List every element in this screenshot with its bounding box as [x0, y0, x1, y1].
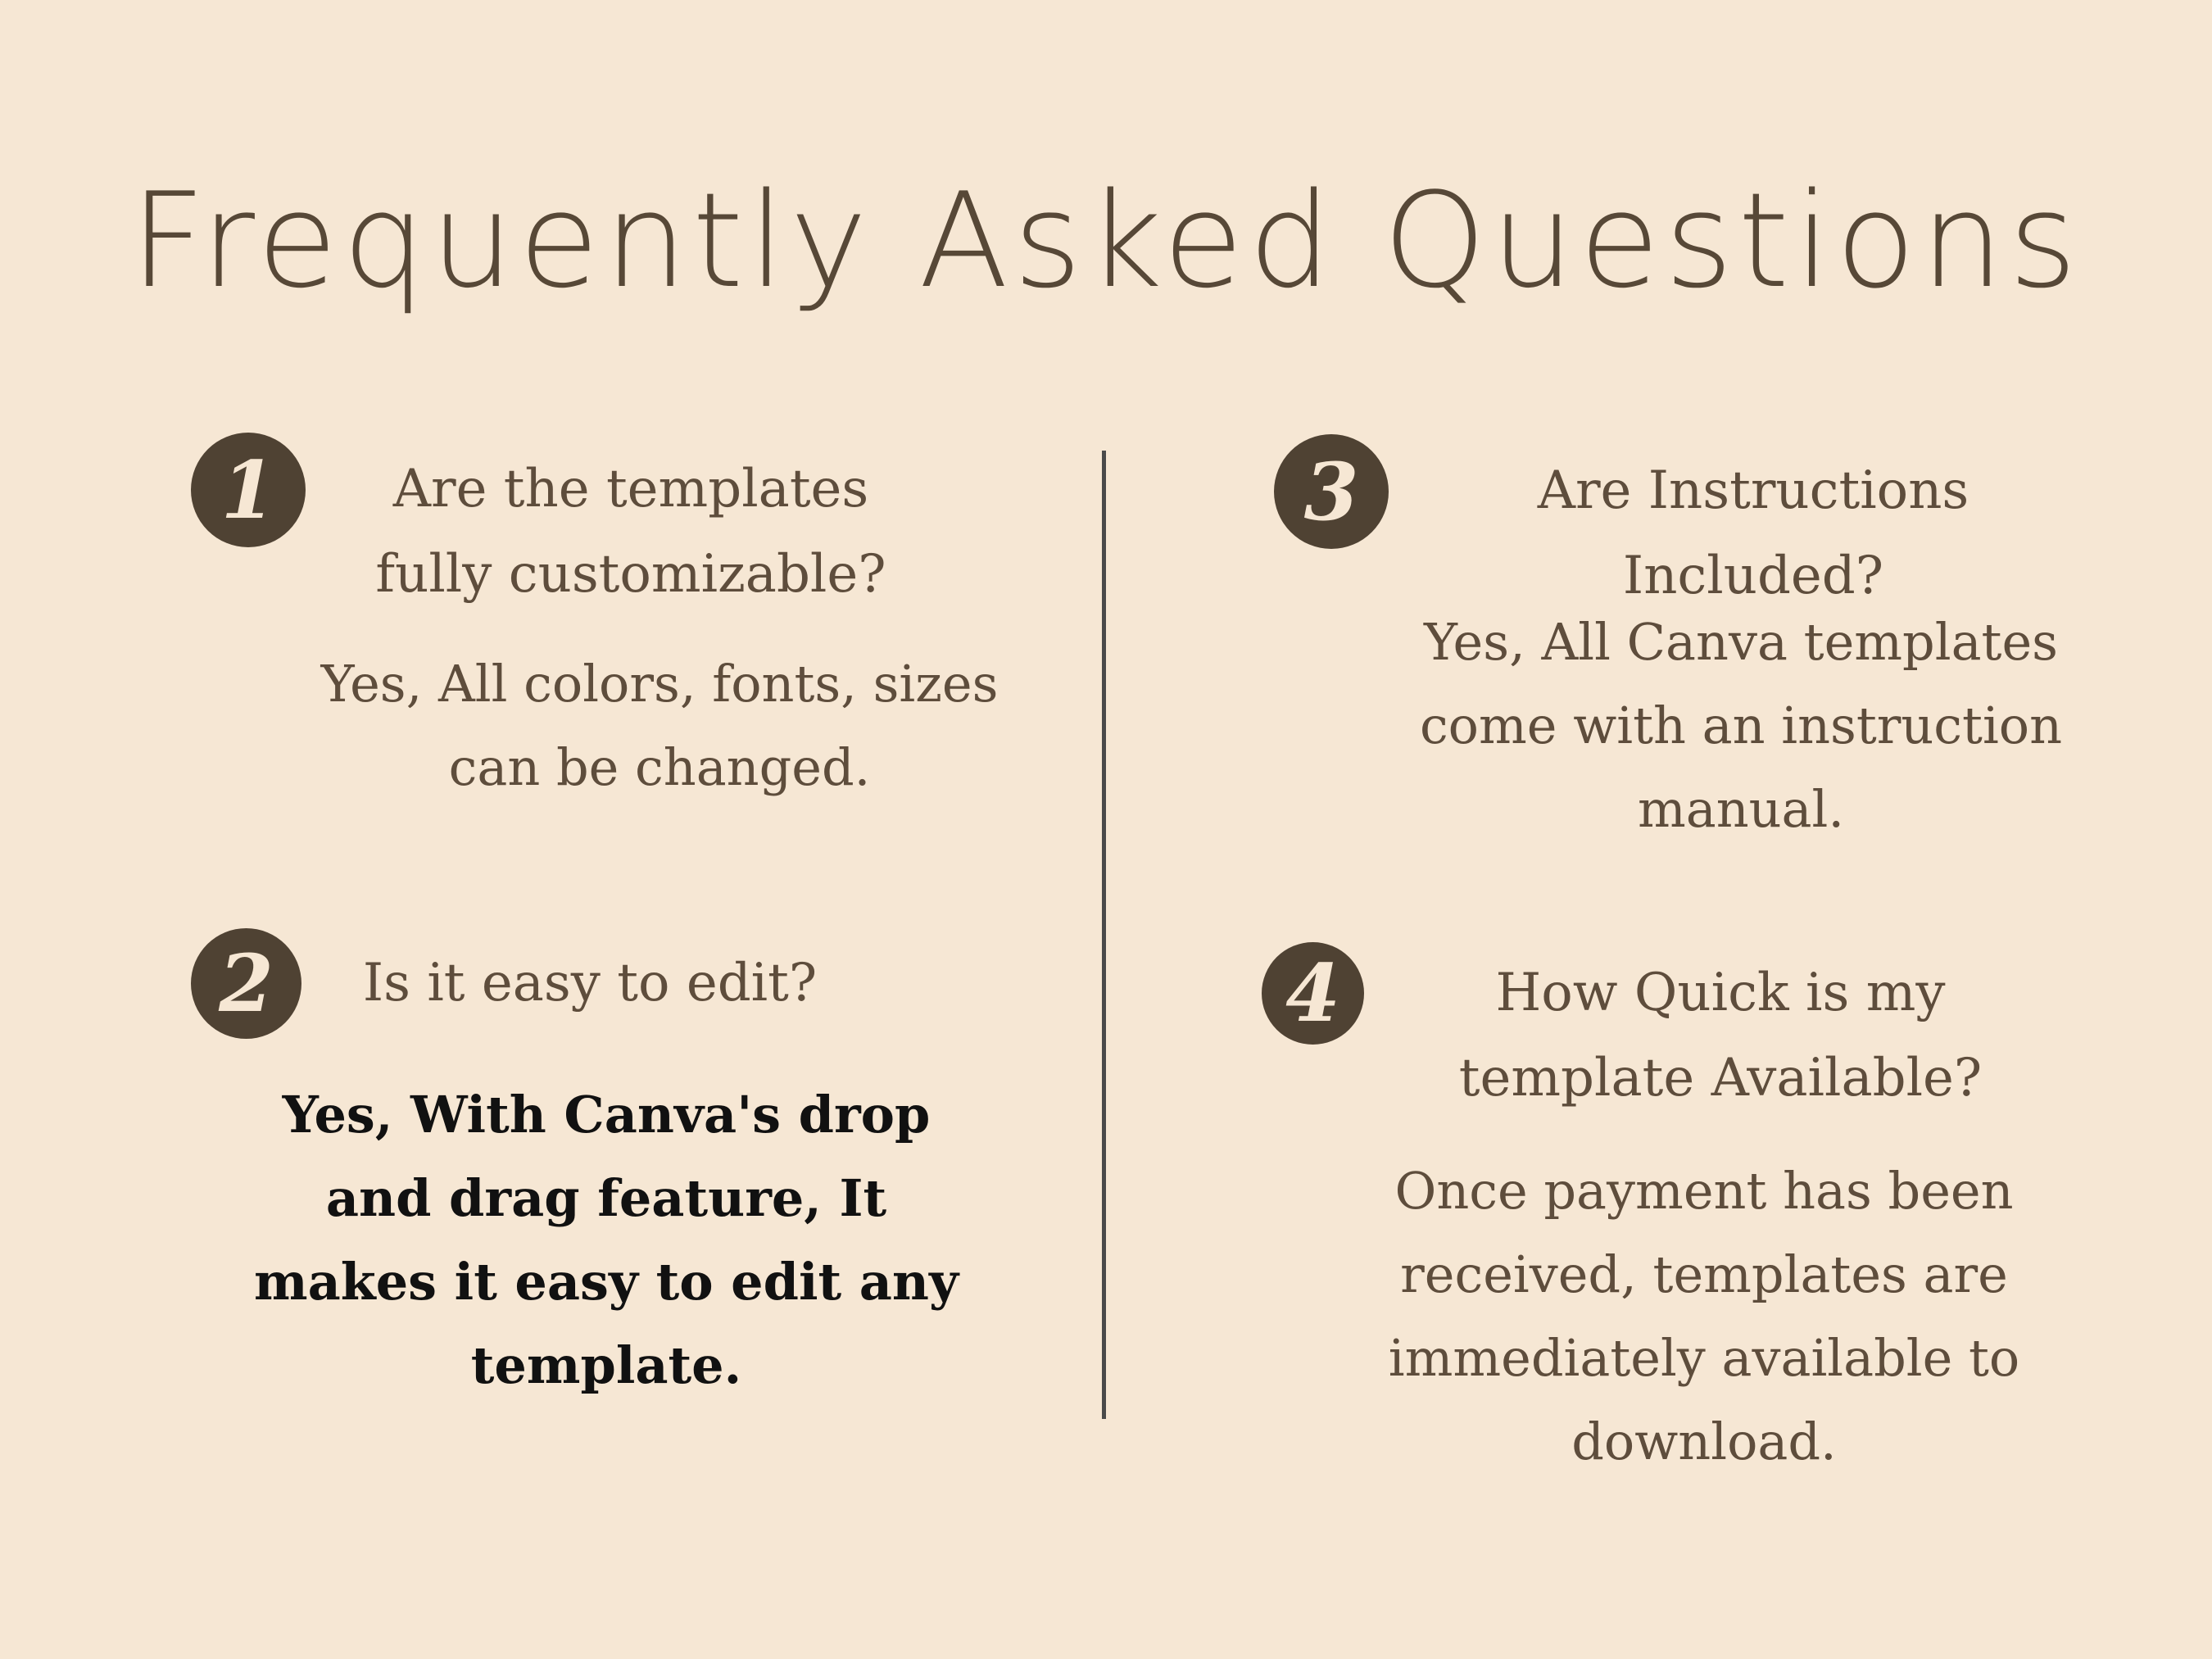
number-4-badge: 4 — [1262, 942, 1364, 1045]
number-1-badge: 1 — [191, 433, 306, 547]
number-2-badge: 2 — [191, 928, 301, 1039]
faq-3-answer: Yes, All Canva templates come with an instruction manual. — [1419, 612, 2063, 839]
faq-1-question: Are the templates fully customizable? — [375, 459, 886, 605]
page-title: Frequently Asked Questions — [129, 164, 2083, 317]
faq-4-question: How Quick is my template Available? — [1458, 963, 1983, 1108]
faq-1-answer: Yes, All colors, fonts, sizes can be changed. — [320, 654, 999, 797]
column-divider — [1102, 451, 1106, 1419]
faq-2-question: Is it easy to edit? — [362, 953, 818, 1013]
faq-3-question: Are Instructions Included? — [1537, 460, 1969, 606]
faq-2-answer: Yes, With Canva's drop and drag feature, It makes it easy to edit any template. — [253, 1085, 959, 1395]
faq-4-answer: Once payment has been received, templates are immediately available to download. — [1388, 1161, 2020, 1471]
number-3-badge: 3 — [1274, 434, 1389, 549]
